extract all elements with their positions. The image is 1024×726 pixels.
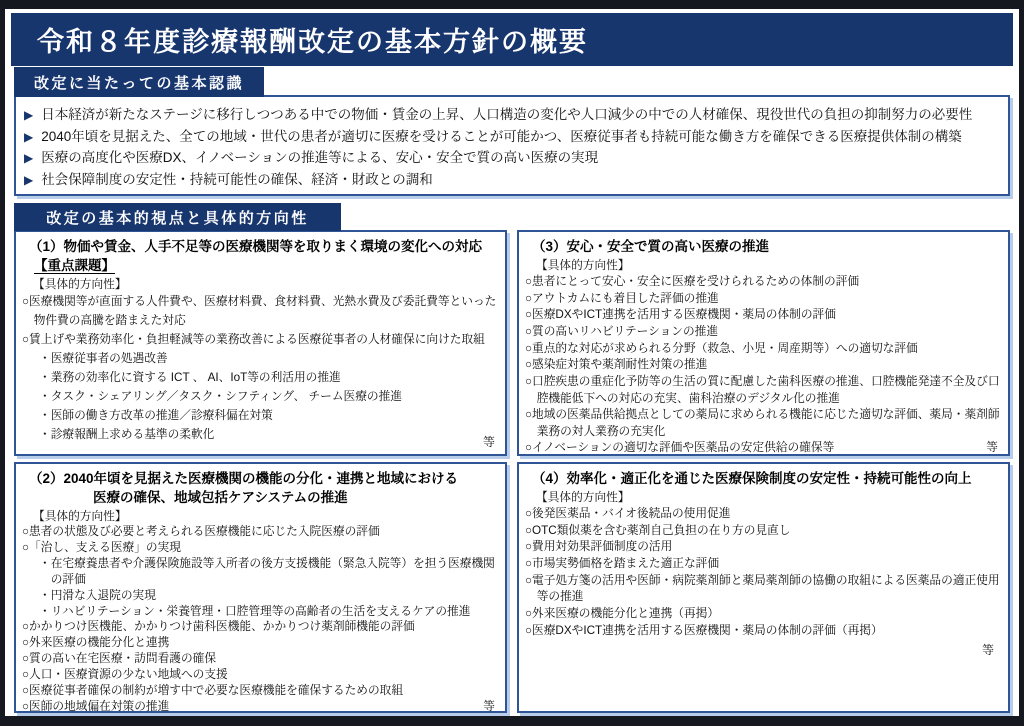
policy-item-text: ○医療DXやICT連携を活用する医療機関・薬局の体制の評価（再掲） bbox=[525, 623, 883, 637]
policy-item bbox=[22, 699, 499, 713]
box1-etc-label: 等 bbox=[482, 435, 495, 449]
policy-item bbox=[22, 331, 499, 350]
basic-recognition-box bbox=[14, 95, 1010, 196]
bullet-row bbox=[24, 125, 1000, 145]
policy-item-text: ○質の高いリハビリテーションの推進 bbox=[525, 325, 719, 339]
policy-item-text: ○感染症対策や薬剤耐性対策の推進 bbox=[525, 358, 708, 372]
viewpoint-box-2 bbox=[14, 462, 507, 713]
policy-item bbox=[39, 588, 499, 604]
policy-item bbox=[525, 291, 1002, 308]
policy-item-text: ○医師の地域偏在対策の推進 bbox=[22, 699, 170, 713]
policy-item-text: ・在宅療養患者や介護保険施設等入所者の後方支援機能（緊急入院等）を担う医療機関の評価 bbox=[39, 556, 495, 586]
policy-item bbox=[39, 388, 499, 407]
policy-item-text: ○市場実勢価格を踏まえた適正な評価 bbox=[525, 557, 720, 571]
policy-item bbox=[525, 623, 1002, 640]
etc-tail-label: 等 bbox=[483, 699, 495, 713]
policy-item-text: ○OTC類似薬を含む薬剤自己負担の在り方の見直し bbox=[525, 523, 791, 537]
policy-item bbox=[22, 540, 499, 556]
box2-direction-label: 【具体的方向性】 bbox=[33, 509, 127, 523]
policy-item-text: ○外来医療の機能分化と連携（再掲） bbox=[525, 606, 720, 620]
box4-etc-label: 等 bbox=[981, 643, 994, 658]
policy-item bbox=[525, 440, 1002, 456]
policy-item bbox=[525, 341, 1002, 358]
bullet-text: 2040年頃を見据えた、全ての地域・世代の患者が適切に医療を受けることが可能かつ、医療従事者も持続可能な働き方を確保できる医療提供体制の構築 bbox=[41, 128, 962, 144]
policy-item bbox=[22, 635, 499, 651]
bullet-arrow-icon: ▶ bbox=[24, 107, 34, 122]
policy-item-text: ・医療従事者の処遇改善 bbox=[39, 352, 168, 366]
box4-title: （4）効率化・適正化を通じた医療保険制度の安定性・持続可能性の向上 bbox=[532, 471, 972, 486]
policy-item-text: ○アウトカムにも着目した評価の推進 bbox=[525, 291, 719, 305]
policy-item-text: ・診療報酬上求める基準の柔軟化 bbox=[39, 427, 215, 441]
policy-item-text: ○外来医療の機能分化と連携 bbox=[22, 636, 170, 650]
box2-title-line2: 医療の確保、地域包括ケアシステムの推進 bbox=[93, 489, 348, 505]
policy-item bbox=[525, 407, 1002, 440]
policy-item-text: ○イノベーションの適切な評価や医薬品の安定供給の確保等 bbox=[525, 441, 835, 455]
policy-item-text: ○地域の医薬品供給拠点としての薬局に求められる機能に応じた適切な評価、薬局・薬剤師業務の対人業務の充実化 bbox=[525, 408, 1000, 438]
policy-item-text: ○賃上げや業務効率化・負担軽減等の業務改善による医療従事者の人材確保に向けた取組 bbox=[22, 333, 485, 347]
policy-item bbox=[525, 274, 1002, 291]
policy-item bbox=[39, 556, 499, 588]
policy-item-text: ○費用対効果評価制度の活用 bbox=[525, 540, 673, 554]
bullet-text: 医療の高度化や医療DX、イノベーションの推進等による、安心・安全で質の高い医療の実現 bbox=[41, 150, 599, 166]
policy-item-text: ○人口・医療資源の少ない地域への支援 bbox=[22, 668, 228, 682]
viewpoint-box-4 bbox=[517, 462, 1010, 713]
section-heading-basic-recognition bbox=[14, 67, 264, 97]
policy-item bbox=[525, 573, 1002, 606]
policy-item-text: ・タスク・シェアリング／タスク・シフティング、 チーム医療の推進 bbox=[39, 389, 402, 403]
viewpoint-box-1 bbox=[14, 230, 507, 456]
section1-heading-label: 改定に当たっての基本認識 bbox=[33, 74, 244, 92]
box2-items bbox=[22, 524, 499, 713]
policy-item-text: ・業務の効率化に資する ICT 、 AI、IoT等の利活用の推進 bbox=[39, 370, 341, 384]
policy-item bbox=[39, 369, 499, 388]
policy-item bbox=[22, 651, 499, 667]
box4-items bbox=[525, 506, 1002, 639]
bullet-row bbox=[24, 103, 1000, 123]
bullet-arrow-icon: ▶ bbox=[24, 173, 34, 188]
box3-title: （3）安心・安全で質の高い医療の推進 bbox=[532, 239, 770, 254]
policy-item bbox=[22, 619, 499, 635]
policy-item-text: ○電子処方箋の活用や医師・病院薬剤師と薬局薬剤師の協働の取組による医薬品の適正使用等の推進 bbox=[525, 573, 1000, 604]
policy-item bbox=[525, 357, 1002, 374]
policy-item-text: ○重点的な対応が求められる分野（救急、小児・周産期等）への適切な評価 bbox=[525, 341, 918, 355]
box4-direction-label: 【具体的方向性】 bbox=[536, 490, 630, 504]
policy-item bbox=[525, 539, 1002, 556]
policy-item-text: ○後発医薬品・バイオ後続品の使用促進 bbox=[525, 507, 731, 521]
bullet-row bbox=[24, 168, 1000, 188]
policy-item-text: ・医師の働き方改革の推進／診療科偏在対策 bbox=[39, 408, 273, 422]
policy-item bbox=[39, 604, 499, 620]
slide-background bbox=[5, 9, 1019, 716]
box1-title: （1）物価や賃金、人手不足等の医療機関等を取りまく環境の変化への対応 bbox=[29, 239, 483, 254]
etc-tail-label: 等 bbox=[986, 441, 998, 455]
policy-item-text: ・リハビリテーション・栄養管理・口腔管理等の高齢者の生活を支えるケアの推進 bbox=[39, 604, 471, 618]
bullet-arrow-icon: ▶ bbox=[24, 151, 34, 166]
policy-item bbox=[22, 524, 499, 540]
policy-item bbox=[525, 506, 1002, 523]
policy-item bbox=[39, 350, 499, 369]
policy-item-text: ○「治し、支える医療」の実現 bbox=[22, 540, 181, 554]
box1-direction-label: 【具体的方向性】 bbox=[33, 277, 127, 291]
bullet-text: 日本経済が新たなステージに移行しつつある中での物価・賃金の上昇、人口構造の変化や人口減少の中での人材確保、現役世代の負担の抑制努力の必要性 bbox=[41, 106, 973, 122]
box2-title bbox=[22, 470, 499, 508]
policy-item bbox=[525, 307, 1002, 324]
policy-item-text: ・円滑な入退院の実現 bbox=[39, 588, 156, 602]
box1-key-issue-tag: 【重点課題】 bbox=[34, 257, 115, 273]
section2-heading-label: 改定の基本的視点と具体的方向性 bbox=[46, 209, 309, 227]
policy-item bbox=[525, 374, 1002, 407]
policy-item-text: ○医療DXやICT連携を活用する医療機関・薬局の体制の評価 bbox=[525, 308, 836, 322]
bullet-arrow-icon: ▶ bbox=[24, 129, 34, 144]
policy-item-text: ○かかりつけ医機能、かかりつけ歯科医機能、かかりつけ薬剤師機能の評価 bbox=[22, 620, 415, 634]
viewpoint-box-3 bbox=[517, 230, 1010, 456]
policy-item-text: ○質の高い在宅医療・訪問看護の確保 bbox=[22, 652, 217, 666]
policy-item bbox=[22, 683, 499, 699]
policy-item bbox=[525, 324, 1002, 341]
box1-items bbox=[22, 293, 499, 445]
box3-items bbox=[525, 274, 1002, 456]
policy-item bbox=[39, 407, 499, 426]
page-title-bar bbox=[11, 13, 1013, 66]
box2-title-line1: （2）2040年頃を見据えた医療機関の機能の分化・連携と地域における bbox=[29, 471, 459, 486]
policy-item bbox=[22, 667, 499, 683]
policy-item-text: ○患者の状態及び必要と考えられる医療機能に応じた入院医療の評価 bbox=[22, 524, 380, 538]
policy-item-text: ○口腔疾患の重症化予防等の生活の質に配慮した歯科医療の推進、口腔機能発達不全及び口腔機能低下への対応の充実、歯科治療のデジタル化の推進 bbox=[525, 374, 1000, 405]
policy-item bbox=[39, 426, 499, 445]
policy-item bbox=[22, 293, 499, 331]
policy-item bbox=[525, 556, 1002, 573]
policy-item-text: ○医療従事者確保の制約が増す中で必要な医療機能を確保するための取組 bbox=[22, 684, 404, 698]
bullet-text: 社会保障制度の安定性・持続可能性の確保、経済・財政との調和 bbox=[41, 172, 433, 188]
section-heading-viewpoints bbox=[14, 203, 341, 231]
policy-item bbox=[525, 606, 1002, 623]
page-title: 令和８年度診療報酬改定の基本方針の概要 bbox=[37, 27, 588, 57]
policy-item-text: ○患者にとって安心・安全に医療を受けられるための体制の評価 bbox=[525, 275, 860, 289]
box3-direction-label: 【具体的方向性】 bbox=[536, 258, 630, 272]
bullet-row bbox=[24, 146, 1000, 166]
policy-item bbox=[525, 523, 1002, 540]
policy-item-text: ○医療機関等が直面する人件費や、医療材料費、食材料費、光熱水費及び委託費等といった物件費の高騰を踏まえた対応 bbox=[22, 295, 497, 328]
